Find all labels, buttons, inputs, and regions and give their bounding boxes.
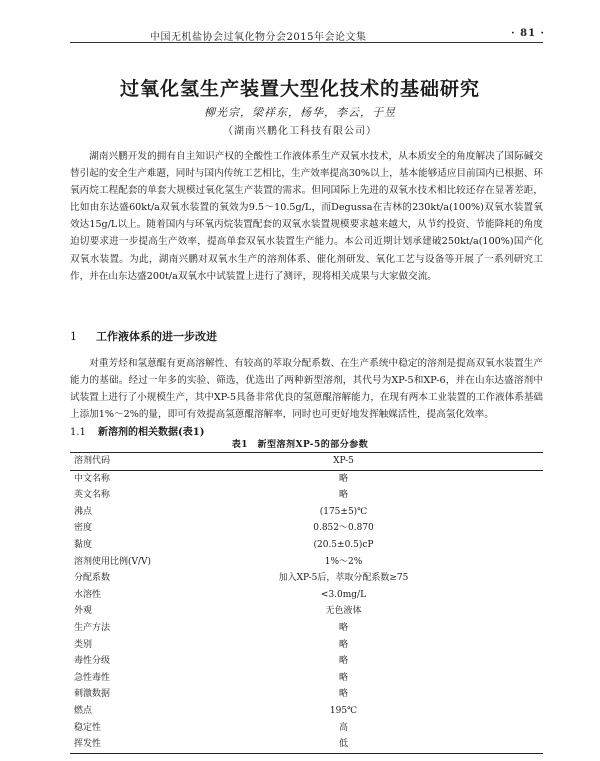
- table-row: [70, 570, 543, 587]
- table-row: [70, 720, 543, 737]
- page-number: · 81 ·: [511, 28, 545, 39]
- table-cell-value: 略: [338, 672, 348, 683]
- table-cell-key: 水溶性: [74, 589, 102, 600]
- table-cell-value: 略: [338, 490, 348, 501]
- table-cell-key: 类别: [74, 639, 93, 650]
- table-row: [70, 736, 543, 753]
- table-cell-key: 溶剂使用比例(V/V): [74, 556, 152, 567]
- table-row: [70, 653, 543, 670]
- table-cell-key: 稳定性: [74, 722, 102, 733]
- table-header-row: [70, 453, 543, 470]
- table-cell-key: 急性毒性: [74, 672, 111, 683]
- table-cell-value: 低: [338, 739, 348, 750]
- table-cell-key: 中文名称: [74, 473, 111, 484]
- author-list: 柳光宗，梁祥东，杨华，李云，于昱: [204, 106, 396, 119]
- table-cell-key: 刺激数据: [74, 689, 111, 700]
- subsection-number: 1.1: [70, 427, 86, 438]
- table-cell-value: 略: [338, 622, 348, 633]
- table-cell-value: 略: [338, 639, 348, 650]
- table-cell-key: 黏度: [74, 539, 93, 550]
- table-cell-value: 无色液体: [325, 606, 362, 617]
- paper-title: 过氧化氢生产装置大型化技术的基础研究: [119, 78, 480, 100]
- table-row: [70, 504, 543, 521]
- table-header-key: 溶剂代码: [70, 453, 214, 470]
- subsection-heading: [70, 423, 204, 438]
- table-cell-key: 挥发性: [74, 739, 102, 750]
- table-row: [70, 703, 543, 720]
- table-cell-value: 195℃: [329, 705, 358, 716]
- table-cell-value: 略: [338, 689, 348, 700]
- header-rule: [70, 42, 543, 43]
- table-cell-value: 略: [338, 473, 348, 484]
- section-paragraph: 对重芳烃和氢蒽醌有更高溶解性、有较高的萃取分配系数、在生产系统中稳定的溶剂是提高双氧水装置生产能力的基础。经过一年多的实验、筛选，优选出了两种新型溶剂，其代号为XP-5和XP-6，并在山东达盛溶剂中试装置上进行了小规模生产，其中XP-5具备非常优良的氢蒽醌溶解能力，在现有两本工业装置的工作液体系基础上添加1%～2%的量，即可有效提高氢蒽醌溶解率，同时也可更好地发挥触媒活性，提高氢化效率。: [70, 358, 544, 421]
- table-row: [70, 537, 543, 554]
- table-cell-key: 毒性分级: [74, 656, 111, 667]
- table-row: [70, 520, 543, 537]
- section-title: 工作液体系的进一步改进: [96, 330, 217, 343]
- table-cell-key: 生产方法: [74, 622, 111, 633]
- table-cell-key: 外观: [74, 606, 93, 617]
- table-cell-value: 略: [338, 656, 348, 667]
- table-header-value: XP-5: [214, 453, 543, 470]
- table-cell-value: (20.5±0.5)cP: [313, 539, 374, 550]
- running-head: [150, 28, 545, 43]
- table-cell-key: 沸点: [74, 506, 93, 517]
- table-cell-key: 燃点: [74, 705, 93, 716]
- section-number: 1: [70, 330, 77, 343]
- table-row: [70, 470, 543, 487]
- table-row: [70, 686, 543, 703]
- section-heading: [70, 328, 217, 344]
- affiliation: （湖南兴鹏化工科技有限公司）: [223, 126, 377, 137]
- table-row: [70, 603, 543, 620]
- table-row: [70, 554, 543, 571]
- table-cell-value: 加入XP-5后，萃取分配系数≥75: [278, 573, 409, 584]
- table-cell-key: 密度: [74, 523, 93, 534]
- table-row: [70, 487, 543, 504]
- intro-paragraph: 湖南兴鹏开发的拥有自主知识产权的全酸性工作液体系生产双氧水技术，从本质安全的角度解决了国际碱交替引起的安全生产难题，同时与国内传统工艺相比，生产效率提高30%以上，基本能够适应目前国内已根据、环氧丙烷工程配套的单套大规模过氧化氢生产装置的需求。但同国际上先进的双氧水技术相比较还存在显著差距，比如由东达盛60kt/a双氧水装置的氧效为9.5～10.5g/L，而Degussa在吉林的230kt/a(100%)双氧水装置氧效达15g/L以上。随着国内与环氧丙烷装置配套的双氧水装置规模要求越来越大，从节约投资、节能降耗的角度迫切要求进一步提高生产效率，提高单套双氧水装置生产能力。本公司近期计划承建破250kt/a(100%)国产化双氧水装置。为此，湖南兴鹏对双氧水生产的溶剂体系、催化剂研发、氧化工艺与设备等开展了一系列研究工作，并在山东达盛200t/a双氧水中试装置上进行了测评，现将相关成果与大家做交流。: [70, 151, 543, 282]
- table-cell-value: 高: [338, 722, 348, 733]
- parameter-table: [70, 452, 543, 754]
- subsection-title: 新溶剂的相关数据(表1): [98, 427, 205, 438]
- table-row: [70, 637, 543, 654]
- table-cell-value: 0.852～0.870: [313, 523, 374, 534]
- table-cell-key: 英文名称: [74, 490, 111, 501]
- table-cell-value: (175±5)℃: [319, 506, 368, 517]
- table-row: [70, 587, 543, 604]
- journal-name: 中国无机盐协会过氧化物分会2015年会论文集: [150, 32, 367, 43]
- table-cell-key: 分配系数: [74, 573, 111, 584]
- table-cell-value: 1%～2%: [324, 556, 363, 567]
- table-cell-value: <3.0mg/L: [320, 589, 367, 600]
- table-row: [70, 670, 543, 687]
- table-row: [70, 620, 543, 637]
- table-caption: 表1 新型溶剂XP-5的部分参数: [231, 440, 369, 450]
